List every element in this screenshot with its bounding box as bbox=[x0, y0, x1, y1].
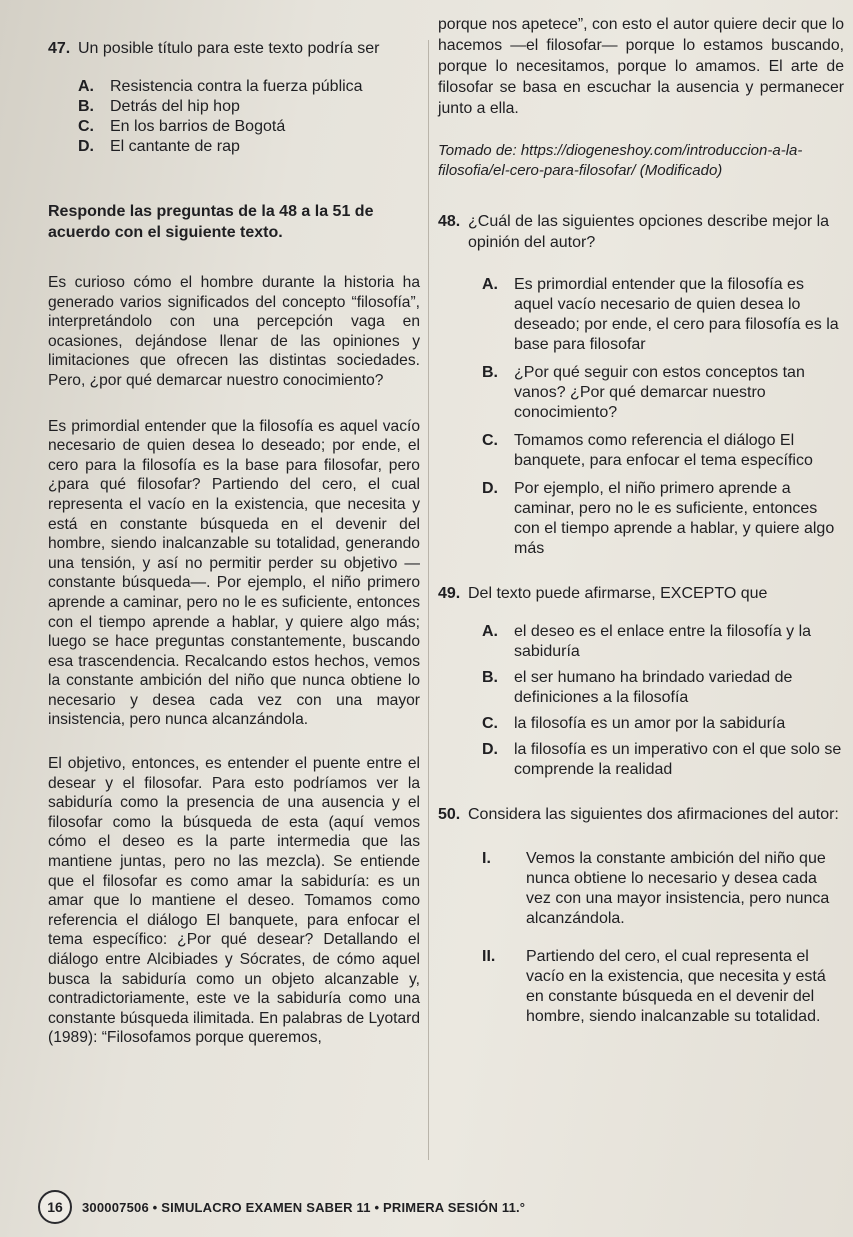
option-text: el ser humano ha brindado variedad de definiciones a la filosofía bbox=[514, 669, 793, 706]
question-number: 47. bbox=[48, 40, 71, 57]
option-letter: A. bbox=[78, 78, 94, 95]
option-text: Tomamos como referencia el diálogo El banquete, para enfocar el tema específico bbox=[514, 432, 813, 469]
statement-text: Vemos la constante ambición del niño que nunca obtiene lo necesario y desea cada vez con una mayor insistencia, pero nunca alcanzándola. bbox=[526, 850, 830, 927]
option-text: el deseo es el enlace entre la filosofía y la sabiduría bbox=[514, 623, 812, 660]
option-text: la filosofía es un imperativo con el que solo se comprende la realidad bbox=[514, 741, 842, 778]
option-text: Por ejemplo, el niño primero aprende a caminar, pero no le es suficiente, entonces con el tiempo aprende a hablar, y quiere algo más bbox=[514, 480, 835, 557]
statement-ii bbox=[482, 947, 844, 1027]
statement-i bbox=[482, 849, 844, 929]
option-a[interactable] bbox=[482, 275, 844, 355]
column-divider bbox=[428, 40, 429, 1160]
option-text: Resistencia contra la fuerza pública bbox=[110, 78, 363, 95]
option-a[interactable] bbox=[78, 77, 420, 97]
option-c[interactable] bbox=[78, 117, 420, 137]
question-text: ¿Cuál de las siguientes opciones describe mejor la opinión del autor? bbox=[468, 213, 830, 251]
option-text: Es primordial entender que la filosofía es aquel vacío necesario de quien desea lo deseado; por ende, el cero para filosofía es la base para filosofar bbox=[514, 276, 839, 353]
statement-numeral: I. bbox=[482, 850, 491, 867]
statement-text: Partiendo del cero, el cual representa el vacío en la existencia, que necesita y está en constante búsqueda en el devenir del hombre, siendo inalcanzable su totalidad. bbox=[526, 948, 826, 1025]
option-letter: B. bbox=[482, 364, 498, 381]
option-text: El cantante de rap bbox=[110, 138, 240, 155]
question-48 bbox=[438, 211, 844, 559]
option-letter: B. bbox=[78, 98, 94, 115]
option-b[interactable] bbox=[482, 668, 844, 708]
passage-continuation: porque nos apetece”, con esto el autor quiere decir que lo hacemos —el filosofar— porque lo estamos buscando, porque lo necesitamos, porque lo amamos. El arte de filosofar se basa en escuchar la ausencia y permanecer junto a ella. bbox=[438, 16, 844, 117]
option-a[interactable] bbox=[482, 622, 844, 662]
question-text: Del texto puede afirmarse, EXCEPTO que bbox=[468, 585, 768, 602]
option-text: ¿Por qué seguir con estos conceptos tan vanos? ¿Por qué demarcar nuestro conocimiento? bbox=[514, 364, 805, 421]
option-letter: C. bbox=[482, 715, 498, 732]
option-letter: D. bbox=[482, 480, 498, 497]
option-letter: B. bbox=[482, 669, 498, 686]
option-text: Detrás del hip hop bbox=[110, 98, 240, 115]
question-text: Un posible título para este texto podría ser bbox=[78, 40, 380, 57]
option-d[interactable] bbox=[482, 479, 844, 559]
page-number: 16 bbox=[38, 1190, 72, 1224]
option-letter: D. bbox=[78, 138, 94, 155]
option-text: En los barrios de Bogotá bbox=[110, 118, 286, 135]
page-footer bbox=[38, 1190, 525, 1224]
question-50 bbox=[438, 804, 844, 1027]
option-c[interactable] bbox=[482, 714, 844, 734]
question-number: 49. bbox=[438, 585, 461, 602]
option-c[interactable] bbox=[482, 431, 844, 471]
option-letter: C. bbox=[482, 432, 498, 449]
option-b[interactable] bbox=[78, 97, 420, 117]
option-letter: A. bbox=[482, 623, 498, 640]
option-text: la filosofía es un amor por la sabiduría bbox=[514, 715, 786, 732]
question-49 bbox=[438, 583, 844, 780]
option-b[interactable] bbox=[482, 363, 844, 423]
footer-label: 300007506 • SIMULACRO EXAMEN SABER 11 • PRIMERA SESIÓN 11.° bbox=[82, 1199, 526, 1215]
passage-paragraph-1: Es curioso cómo el hombre durante la historia ha generado varios significados del concepto “filosofía”, interpretándolo con una percepción vaga en ocasiones, dejándose llenar de las opiniones y limitaciones que ofrecen las distintas sociedades. Pero, ¿por qué demarcar nuestro conocimiento? bbox=[48, 274, 420, 389]
option-d[interactable] bbox=[78, 137, 420, 157]
option-letter: A. bbox=[482, 276, 498, 293]
right-column bbox=[438, 14, 844, 1027]
left-column bbox=[48, 38, 420, 1048]
question-text: Considera las siguientes dos afirmaciones del autor: bbox=[468, 806, 839, 823]
passage-paragraph-3: El objetivo, entonces, es entender el puente entre el desear y el filosofar. Para esto podríamos ver la sabiduría como la presencia de una ausencia y el filosofar como la búsqueda de esta (aquí vemos cómo el deseo es la parte intermedia que las mantiene juntas, pero no las mezcla). Se entiende que el filosofar es como amar la sabiduría: es un amar que lo mantiene el deseo. Tomamos como referencia el diálogo El banquete, para enfocar el tema específico: ¿Por qué desear? Detallando el diálogo entre Alcibiades y Sócrates, de cómo aquel busca la sabiduría como un objeto alcanzable y, contradictoriamente, este ve la sabiduría como una constante búsqueda ilimitada. En palabras de Lyotard (1989): “Filosofamos porque queremos, bbox=[48, 755, 420, 1047]
option-letter: D. bbox=[482, 741, 498, 758]
option-d[interactable] bbox=[482, 740, 844, 780]
instruction: Responde las preguntas de la 48 a la 51 de acuerdo con el siguiente texto. bbox=[48, 203, 374, 241]
option-letter: C. bbox=[78, 118, 94, 135]
question-47 bbox=[48, 38, 420, 157]
question-number: 48. bbox=[438, 213, 461, 230]
passage-paragraph-2: Es primordial entender que la filosofía es aquel vacío necesario de quien desea lo deseado; por ende, el cero para la filosofía es la base para filosofar, pero ¿para qué filosofar? Partiendo del cero, el cual representa el vacío en la existencia, que necesita y está en constante búsqueda en el devenir del hombre, siendo inalcanzable su totalidad, generando una tensión, y así no permitir perder su objetivo —constante búsqueda—. Por ejemplo, el niño primero aprende a caminar, pero no le es suficiente, entonces con el tiempo aprende a hablar, y quiere algo más; luego se hace preguntas constantemente, buscando esa trascendencia. Recalcando estos hechos, vemos la constante ambición del niño que nunca obtiene lo necesario y desea cada vez con una mayor insistencia, pero nunca alcanzándola. bbox=[48, 417, 420, 729]
statement-numeral: II. bbox=[482, 948, 496, 965]
question-number: 50. bbox=[438, 806, 461, 823]
source-citation: Tomado de: https://diogeneshoy.com/introduccion-a-la-filosofia/el-cero-para-filosofar/ (Modificado) bbox=[438, 142, 803, 179]
